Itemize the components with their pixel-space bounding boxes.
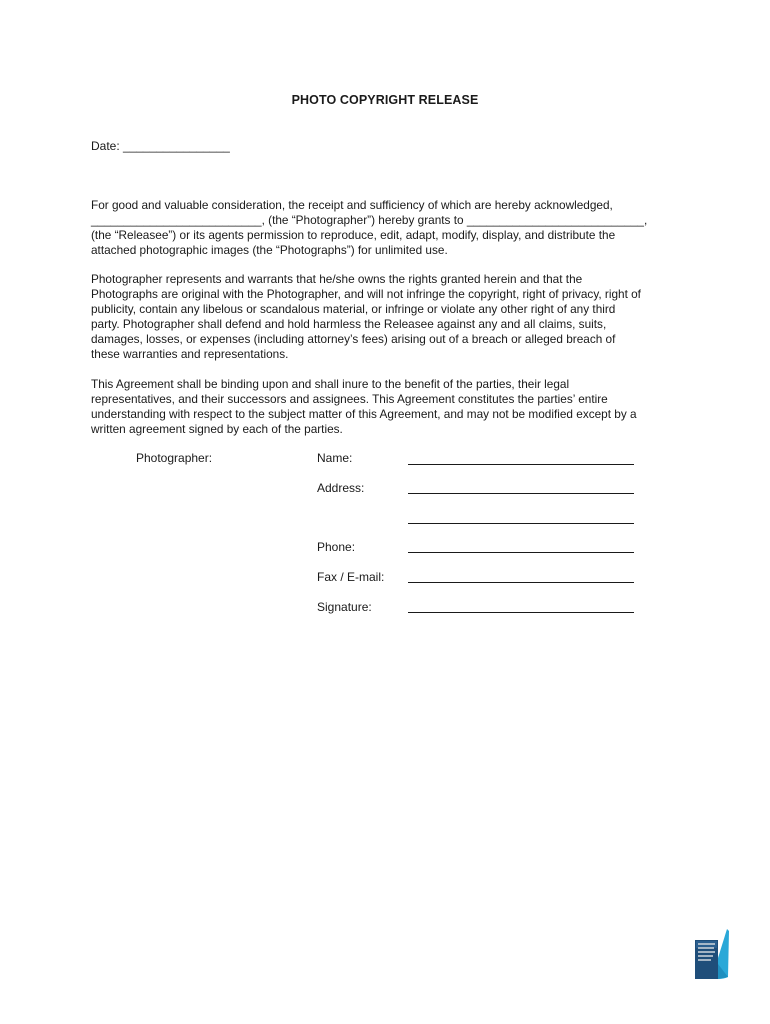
paragraph-binding — [91, 377, 691, 437]
phone-label: Phone: — [317, 540, 356, 554]
phone-field[interactable] — [408, 552, 634, 553]
paragraph-grant — [91, 198, 691, 258]
paragraph-warranties — [91, 272, 691, 361]
paragraph-line: understanding with respect to the subject matter of this Agreement, and may not be modified except by a — [91, 406, 637, 421]
paragraph-line: __________________________, (the “Photographer”) hereby grants to ___________________________, — [91, 212, 648, 227]
address-field-line-2[interactable] — [408, 523, 634, 524]
paragraph-line: (the “Releasee”) or its agents permission to reproduce, edit, adapt, modify, display, and distribute the — [91, 227, 616, 242]
paragraph-line: This Agreement shall be binding upon and shall inure to the benefit of the parties, their legal — [91, 377, 570, 391]
paragraph-line: these warranties and representations. — [91, 346, 289, 361]
address-field-line-1[interactable] — [408, 493, 634, 494]
fax-email-field[interactable] — [408, 582, 634, 583]
date-field[interactable]: Date: ________________ — [91, 139, 230, 153]
fax-email-label: Fax / E-mail: — [317, 570, 385, 584]
address-label: Address: — [317, 481, 365, 495]
paragraph-line: written agreement signed by each of the parties. — [91, 421, 343, 436]
paragraph-line: party. Photographer shall defend and hold harmless the Releasee against any and all claims, suits, — [91, 316, 607, 331]
signature-field[interactable] — [408, 612, 634, 613]
document-title: PHOTO COPYRIGHT RELEASE — [291, 93, 479, 107]
paragraph-line: damages, losses, or expenses (including attorney’s fees) arising out of a breach or alleged breach of — [91, 331, 616, 346]
document-pen-icon — [694, 928, 730, 980]
name-field[interactable] — [408, 464, 634, 465]
name-label: Name: — [317, 451, 353, 465]
paragraph-line: For good and valuable consideration, the receipt and sufficiency of which are hereby acknowledged, — [91, 198, 613, 212]
paragraph-line: publicity, contain any libelous or scandalous material, or infringe or violate any other right of any third — [91, 301, 616, 316]
paragraph-line: attached photographic images (the “Photographs”) for unlimited use. — [91, 242, 448, 257]
paragraph-line: Photographs are original with the Photographer, and will not infringe the copyright, right of privacy, right of — [91, 286, 641, 301]
photographer-label: Photographer: — [136, 451, 213, 465]
paragraph-line: Photographer represents and warrants that he/she owns the rights granted herein and that the — [91, 272, 583, 286]
signature-label: Signature: — [317, 600, 372, 614]
paragraph-line: representatives, and their successors and assignees. This Agreement constitutes the parties’ entire — [91, 391, 608, 406]
